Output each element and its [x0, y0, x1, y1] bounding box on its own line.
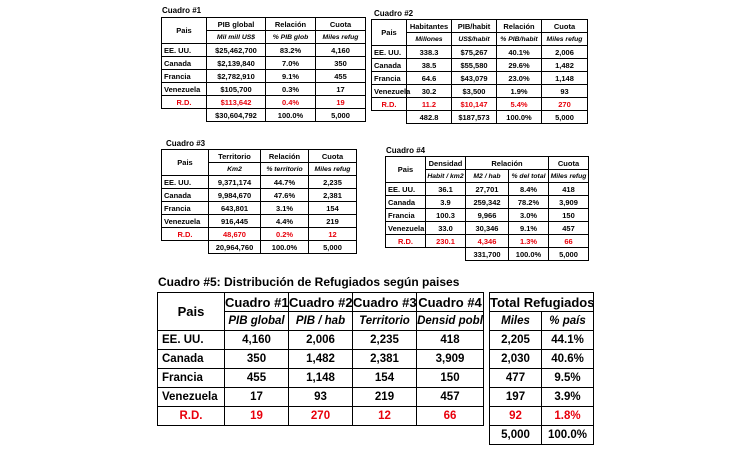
value-cell: 4,346 [466, 235, 509, 248]
value-cell: 3,909 [549, 196, 589, 209]
table-row-highlight [490, 407, 594, 426]
table-row [386, 222, 589, 235]
value-cell: $3,500 [452, 85, 497, 98]
total-refugiados-title: Total Refugiados [490, 294, 595, 310]
country-cell: Venezuela [162, 215, 209, 228]
table-row-highlight [162, 96, 366, 109]
value-cell: 44.1% [542, 331, 594, 350]
table-row [162, 83, 366, 96]
col-header: Relación [497, 20, 542, 33]
total-cell: $187,573 [452, 111, 497, 124]
table-row [158, 369, 484, 388]
col-header: Cuota [309, 150, 357, 163]
col-header: Habitantes [407, 20, 452, 33]
table-row [386, 196, 589, 209]
col-header: Cuadro #3 [353, 294, 417, 310]
value-cell: 2,030 [490, 350, 542, 369]
value-cell: $113,642 [207, 96, 266, 109]
value-cell: 7.0% [266, 57, 316, 70]
col-subheader: Millones [407, 33, 452, 46]
country-cell: R.D. [386, 235, 426, 248]
pais-header: Pais [386, 157, 426, 183]
total-cell: 5,000 [549, 248, 589, 261]
value-cell: 2,381 [309, 189, 357, 202]
country-cell: EE. UU. [372, 46, 407, 59]
value-cell: 2,235 [309, 176, 357, 189]
value-cell: 29.6% [497, 59, 542, 72]
value-cell: 0.4% [266, 96, 316, 109]
value-cell: 418 [549, 183, 589, 196]
value-cell: 40.1% [497, 46, 542, 59]
table-row [490, 388, 594, 407]
table-row [162, 215, 357, 228]
total-cell: 5,000 [316, 109, 366, 122]
col-subheader: Miles refug [309, 163, 357, 176]
value-cell: 2,235 [353, 331, 417, 350]
country-cell: Canada [372, 59, 407, 72]
total-refugiados-table [489, 292, 594, 445]
value-cell: 100.3 [426, 209, 466, 222]
value-cell: 48,670 [209, 228, 261, 241]
table-row-highlight [162, 228, 357, 241]
value-cell: 338.3 [407, 46, 452, 59]
col-subheader: US$/habit [452, 33, 497, 46]
total-cell: 331,700 [466, 248, 509, 261]
value-cell: 66 [417, 407, 484, 426]
col-header: Relación [261, 150, 309, 163]
value-cell: 4,160 [225, 331, 289, 350]
col-header: Cuadro #1 [225, 294, 289, 310]
cuadro2-caption: Cuadro #2 [374, 9, 414, 18]
cuadro3-caption: Cuadro #3 [166, 139, 206, 148]
total-cell: 100.0% [261, 241, 309, 254]
value-cell: 83.2% [266, 44, 316, 57]
value-cell: 916,445 [209, 215, 261, 228]
col-header: Cuota [542, 20, 588, 33]
value-cell: 3.9 [426, 196, 466, 209]
value-cell: $105,700 [207, 83, 266, 96]
value-cell: 477 [490, 369, 542, 388]
col-subheader: Miles refug [316, 31, 366, 44]
value-cell: 44.7% [261, 176, 309, 189]
value-cell: 259,342 [466, 196, 509, 209]
col-subheader: Miles refug [542, 33, 588, 46]
cuadro1-table [161, 17, 366, 122]
cuadro2-table [371, 19, 588, 124]
col-subheader: % del total [509, 170, 549, 183]
country-cell: Francia [162, 70, 207, 83]
value-cell: 11.2 [407, 98, 452, 111]
col-subheader: Miles refug [549, 170, 589, 183]
col-header: Cuadro #4 [418, 294, 482, 310]
country-cell: R.D. [158, 407, 225, 426]
value-cell: 270 [289, 407, 353, 426]
value-cell: $55,580 [452, 59, 497, 72]
table-row-highlight [372, 98, 588, 111]
table-row [162, 189, 357, 202]
value-cell: 9,984,670 [209, 189, 261, 202]
table-row [372, 85, 588, 98]
table-row [386, 209, 589, 222]
country-cell: Francia [162, 202, 209, 215]
value-cell: 1.8% [542, 407, 594, 426]
country-cell: EE. UU. [386, 183, 426, 196]
table-row [162, 44, 366, 57]
col-header: Cuota [316, 18, 366, 31]
value-cell: 2,006 [289, 331, 353, 350]
cuadro4-caption: Cuadro #4 [386, 146, 426, 155]
value-cell: 457 [417, 388, 484, 407]
value-cell: 78.2% [509, 196, 549, 209]
table-row-highlight [386, 235, 589, 248]
value-cell: 19 [225, 407, 289, 426]
value-cell: 66 [549, 235, 589, 248]
country-cell: R.D. [162, 228, 209, 241]
total-cell: 100.0% [542, 426, 594, 445]
col-subheader: PIB global [225, 312, 289, 331]
value-cell: 457 [549, 222, 589, 235]
value-cell: 455 [316, 70, 366, 83]
cuadro5-caption: Cuadro #5: Distribución de Refugiados según paises [158, 275, 460, 289]
col-subheader: M2 / hab [466, 170, 509, 183]
total-cell: 5,000 [542, 111, 588, 124]
col-header: Relación [466, 157, 549, 170]
value-cell: 9.1% [509, 222, 549, 235]
cuadro1-caption: Cuadro #1 [162, 6, 202, 15]
cuadro3-table [161, 149, 357, 254]
col-subheader: Habit / km2 [426, 170, 466, 183]
value-cell: 0.2% [261, 228, 309, 241]
value-cell: 3.9% [542, 388, 594, 407]
value-cell: $25,462,700 [207, 44, 266, 57]
country-cell: EE. UU. [162, 44, 207, 57]
table-row [372, 46, 588, 59]
pais-header: Pais [162, 18, 207, 44]
table-row-highlight [158, 407, 484, 426]
total-row [386, 248, 589, 261]
value-cell: 150 [417, 369, 484, 388]
country-cell: Venezuela [386, 222, 426, 235]
table-row [162, 57, 366, 70]
col-header: Densidad [426, 157, 466, 170]
value-cell: 93 [542, 85, 588, 98]
value-cell: 1.3% [509, 235, 549, 248]
col-header: Cuadro #2 [289, 294, 353, 310]
table-row [158, 331, 484, 350]
value-cell: 230.1 [426, 235, 466, 248]
total-cell: 5,000 [309, 241, 357, 254]
table-row [490, 331, 594, 350]
total-row [372, 111, 588, 124]
country-cell: R.D. [162, 96, 207, 109]
cuadro5-table [157, 292, 484, 426]
value-cell: 92 [490, 407, 542, 426]
col-subheader: % país [542, 312, 594, 331]
col-subheader: Km2 [209, 163, 261, 176]
total-row [162, 241, 357, 254]
cuadro4-table [385, 156, 589, 261]
table-row [162, 176, 357, 189]
value-cell: 0.3% [266, 83, 316, 96]
value-cell: 3.1% [261, 202, 309, 215]
col-subheader: % territorio [261, 163, 309, 176]
value-cell: 93 [289, 388, 353, 407]
value-cell: 3,909 [417, 350, 484, 369]
value-cell: 47.6% [261, 189, 309, 202]
value-cell: 4,160 [316, 44, 366, 57]
total-row [162, 109, 366, 122]
value-cell: 2,006 [542, 46, 588, 59]
table-row [490, 369, 594, 388]
country-cell: Canada [162, 189, 209, 202]
value-cell: 350 [225, 350, 289, 369]
value-cell: 643,801 [209, 202, 261, 215]
value-cell: 1,482 [289, 350, 353, 369]
country-cell: Canada [158, 350, 225, 369]
value-cell: 27,701 [466, 183, 509, 196]
value-cell: 1.9% [497, 85, 542, 98]
country-cell: Canada [162, 57, 207, 70]
value-cell: $43,079 [452, 72, 497, 85]
col-subheader: Territorio [353, 312, 417, 331]
value-cell: 350 [316, 57, 366, 70]
total-cell: 20,964,760 [209, 241, 261, 254]
value-cell: 418 [417, 331, 484, 350]
table-row [158, 388, 484, 407]
value-cell: 17 [225, 388, 289, 407]
table-row [372, 72, 588, 85]
table-row [490, 350, 594, 369]
value-cell: $2,139,840 [207, 57, 266, 70]
value-cell: 150 [549, 209, 589, 222]
total-cell: 100.0% [509, 248, 549, 261]
value-cell: 1,148 [289, 369, 353, 388]
country-cell: EE. UU. [158, 331, 225, 350]
value-cell: $2,782,910 [207, 70, 266, 83]
value-cell: 154 [353, 369, 417, 388]
pais-header: Pais [372, 20, 407, 46]
country-cell: Francia [158, 369, 225, 388]
col-header: Territorio [209, 150, 261, 163]
country-cell: R.D. [372, 98, 407, 111]
value-cell: 9.1% [266, 70, 316, 83]
value-cell: 23.0% [497, 72, 542, 85]
col-header: PIB global [207, 18, 266, 31]
col-subheader: Miles [490, 312, 542, 331]
value-cell: 455 [225, 369, 289, 388]
col-subheader: % PIB/habit [497, 33, 542, 46]
value-cell: 197 [490, 388, 542, 407]
total-cell: $30,604,792 [207, 109, 266, 122]
value-cell: 38.5 [407, 59, 452, 72]
total-row [490, 426, 594, 445]
value-cell: 9,371,174 [209, 176, 261, 189]
value-cell: 9.5% [542, 369, 594, 388]
col-subheader: % PIB glob [266, 31, 316, 44]
country-cell: Canada [386, 196, 426, 209]
country-cell: Venezuela [372, 85, 407, 98]
col-header: PIB/habit [452, 20, 497, 33]
value-cell: 30.2 [407, 85, 452, 98]
value-cell: 219 [309, 215, 357, 228]
value-cell: 12 [353, 407, 417, 426]
value-cell: 36.1 [426, 183, 466, 196]
value-cell: 219 [353, 388, 417, 407]
country-cell: Francia [372, 72, 407, 85]
value-cell: 3.0% [509, 209, 549, 222]
country-cell: EE. UU. [162, 176, 209, 189]
total-cell: 100.0% [497, 111, 542, 124]
country-cell: Venezuela [162, 83, 207, 96]
value-cell: 1,482 [542, 59, 588, 72]
table-row [386, 183, 589, 196]
value-cell: 5.4% [497, 98, 542, 111]
value-cell: 19 [316, 96, 366, 109]
col-header: Cuota [549, 157, 589, 170]
value-cell: 8.4% [509, 183, 549, 196]
value-cell: 64.6 [407, 72, 452, 85]
col-subheader: Mil mill US$ [207, 31, 266, 44]
value-cell: 33.0 [426, 222, 466, 235]
value-cell: 9,966 [466, 209, 509, 222]
value-cell: $10,147 [452, 98, 497, 111]
value-cell: 30,346 [466, 222, 509, 235]
col-subheader: Densid pobl [417, 312, 484, 331]
country-cell: Francia [386, 209, 426, 222]
total-cell: 482.8 [407, 111, 452, 124]
table-row [372, 59, 588, 72]
table-row [162, 202, 357, 215]
table-row [158, 350, 484, 369]
table-row [162, 70, 366, 83]
value-cell: 17 [316, 83, 366, 96]
col-header: Relación [266, 18, 316, 31]
value-cell: 4.4% [261, 215, 309, 228]
value-cell: 154 [309, 202, 357, 215]
value-cell: 40.6% [542, 350, 594, 369]
pais-header: Pais [162, 150, 209, 176]
value-cell: 1,148 [542, 72, 588, 85]
value-cell: 12 [309, 228, 357, 241]
col-subheader: PIB / hab [289, 312, 353, 331]
country-cell: Venezuela [158, 388, 225, 407]
value-cell: $75,267 [452, 46, 497, 59]
total-cell: 100.0% [266, 109, 316, 122]
value-cell: 2,205 [490, 331, 542, 350]
pais-header: Pais [158, 293, 225, 331]
total-cell: 5,000 [490, 426, 542, 445]
value-cell: 2,381 [353, 350, 417, 369]
value-cell: 270 [542, 98, 588, 111]
